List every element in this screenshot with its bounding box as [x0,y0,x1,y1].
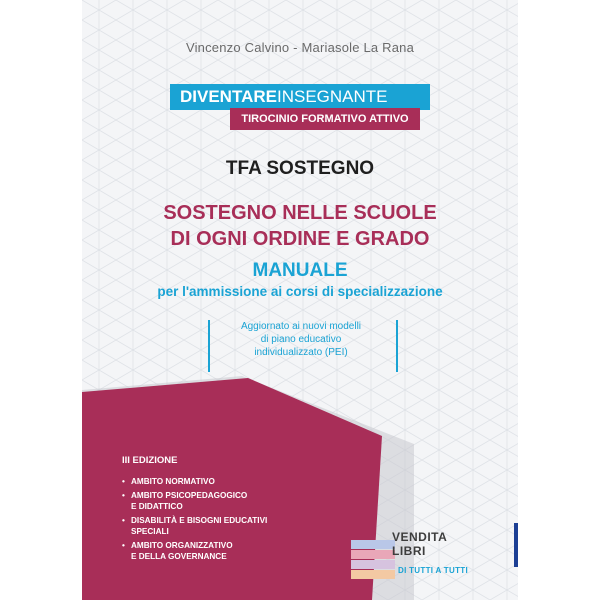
book-stripe [351,550,395,559]
book-title-line1: SOSTEGNO NELLE SCUOLE [163,202,437,224]
wordmark-line2: LIBRI [392,544,426,558]
book-title-line2: DI OGNI ORDINE E GRADO [170,228,430,250]
vendita-libri-logo-mark [351,540,395,580]
exam-heading: TFA SOSTEGNO [225,158,375,179]
list-item: • DISABILITÀ E BISOGNI EDUCATIVI SPECIALI [122,515,322,537]
subtitle: per l'ammissione ai corsi di specializzazione [157,284,443,299]
series-light: INSEGNANTE [276,87,388,106]
publisher-logo [514,523,518,567]
vendita-libri-wordmark [392,530,447,558]
vendita-libri-tagline: DI TUTTI A TUTTI [398,566,468,575]
note-line: individualizzato (PEI) [254,347,348,358]
book-stripe [351,540,395,549]
edition-label: III EDIZIONE [122,455,178,466]
note-line: Aggiornato ai nuovi modelli [240,321,362,332]
list-item: • AMBITO ORGANIZZATIVO E DELLA GOVERNANCE [122,540,322,562]
series-bold: DIVENTARE [180,87,277,106]
ribbon-label: TIROCINIO FORMATIVO ATTIVO [230,108,420,130]
list-item: • AMBITO NORMATIVO [122,476,322,487]
book-stripe [351,560,395,569]
manual-heading: MANUALE [252,260,348,281]
book-stripe [351,570,395,579]
note-line: di piano educativo [260,334,342,345]
topics-list [122,476,322,565]
list-item: • AMBITO PSICOPEDAGOGICO E DIDATTICO [122,490,322,512]
authors: Vincenzo Calvino - Mariasole La Rana [185,40,415,55]
wordmark-line1: VENDITA [392,530,448,544]
book-cover [82,0,518,600]
